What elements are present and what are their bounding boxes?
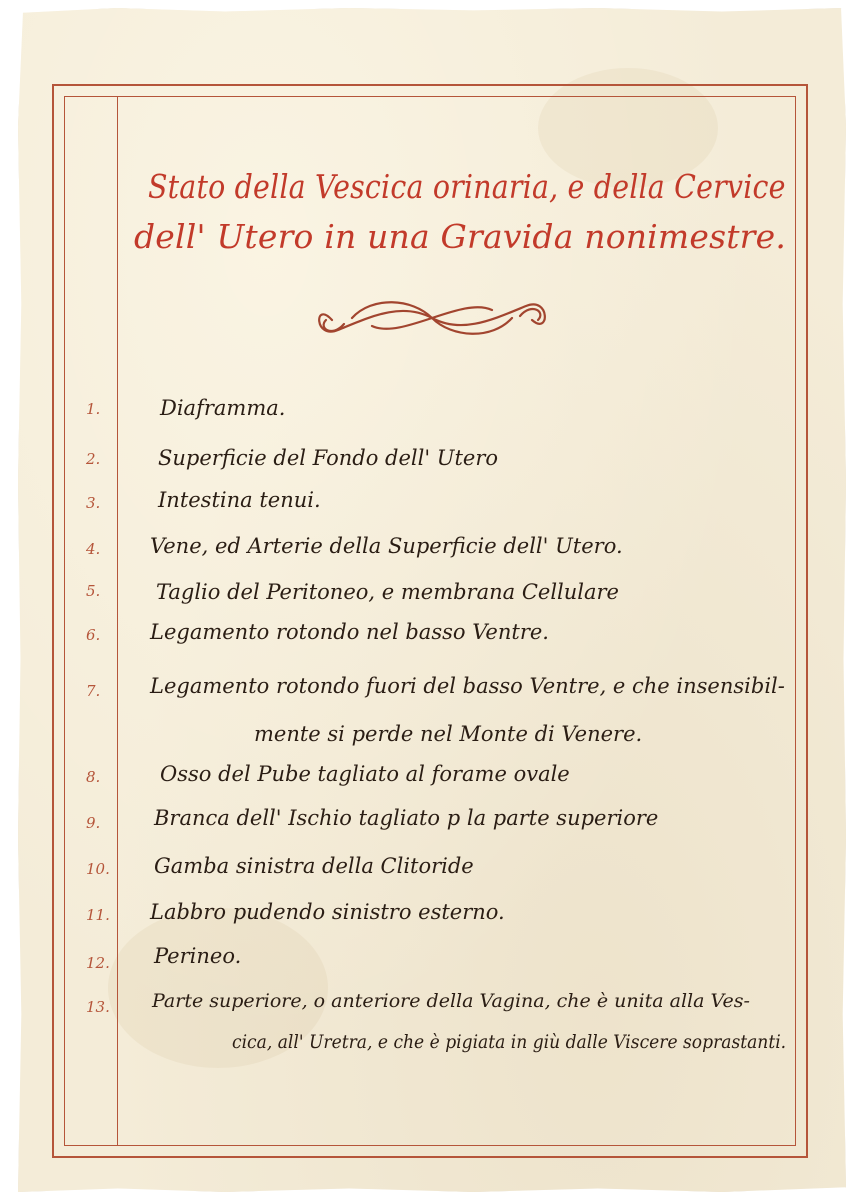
calligraphic-flourish-icon (312, 290, 552, 346)
entry-number: 8. (86, 768, 101, 786)
entry-number: 10. (86, 860, 110, 878)
entry-number: 12. (86, 954, 110, 972)
entry-number: 5. (86, 582, 101, 600)
entry-number: 4. (86, 540, 101, 558)
entry-continuation: mente si perde nel Monte di Venere. (254, 722, 643, 746)
entry-text: Legamento rotondo fuori del basso Ventre, e che insensibil- (150, 674, 785, 698)
entry-number: 7. (86, 682, 101, 700)
entry-text: Vene, ed Arterie della Superficie dell' Utero. (150, 534, 623, 558)
entry-text: Parte superiore, o anteriore della Vagina, che è unita alla Ves- (152, 990, 750, 1012)
entry-number: 1. (86, 400, 101, 418)
entry-text: Intestina tenui. (158, 488, 321, 512)
margin-rule (117, 96, 118, 1146)
title-line-1: Stato della Vescica orinaria, e della Cervice (148, 167, 786, 206)
entry-number: 9. (86, 814, 101, 832)
entry-text: Perineo. (154, 944, 242, 968)
title-line-2: dell' Utero in una Gravida nonimestre. (134, 217, 787, 256)
entry-text: Legamento rotondo nel basso Ventre. (150, 620, 549, 644)
entry-text: Taglio del Peritoneo, e membrana Cellulare (156, 580, 619, 604)
entry-text: Gamba sinistra della Clitoride (154, 854, 474, 878)
entry-text: Osso del Pube tagliato al forame ovale (160, 762, 570, 786)
entry-text: Diaframma. (160, 396, 286, 420)
entry-number: 6. (86, 626, 101, 644)
entry-continuation: cica, all' Uretra, e che è pigiata in giù dalle Viscere soprastanti. (232, 1032, 787, 1053)
entry-number: 13. (86, 998, 110, 1016)
entry-number: 11. (86, 906, 110, 924)
entry-text: Superficie del Fondo dell' Utero (158, 446, 499, 470)
entry-text: Labbro pudendo sinistro esterno. (150, 900, 505, 924)
entry-number: 2. (86, 450, 101, 468)
entry-text: Branca dell' Ischio tagliato p la parte superiore (154, 806, 659, 830)
entry-number: 3. (86, 494, 101, 512)
